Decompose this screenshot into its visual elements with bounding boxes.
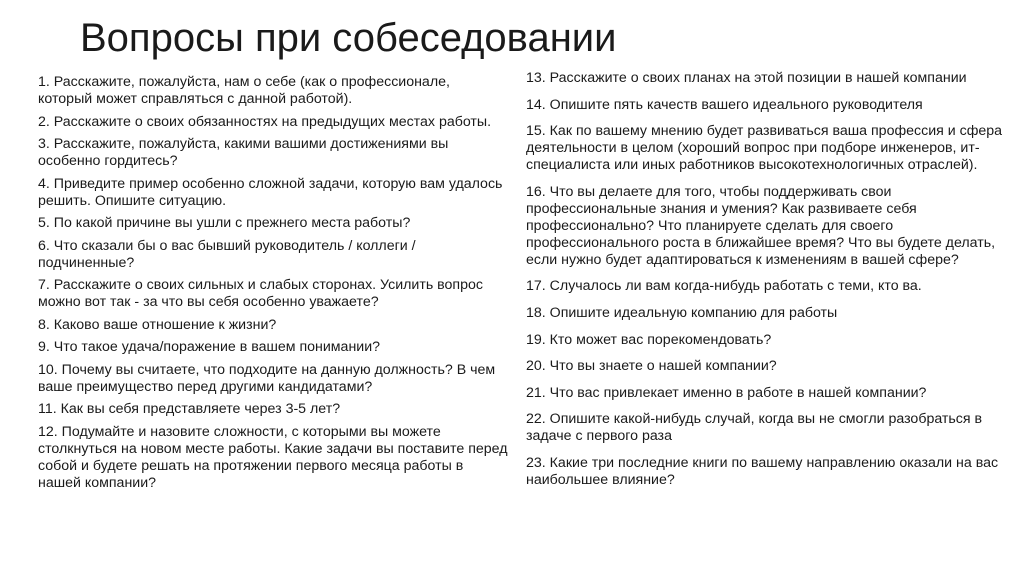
question-item: 12. Подумайте и назовите сложности, с которыми вы можете столкнуться на новом месте работы. Какие задачи вы поставите перед собой и будете решать на протяжении первого месяца работы в нашей компании? <box>38 423 508 491</box>
question-item: 21. Что вас привлекает именно в работе в нашей компании? <box>526 384 927 401</box>
questions-left-column <box>38 74 508 497</box>
question-item: 20. Что вы знаете о нашей компании? <box>526 358 777 375</box>
question-item: 2. Расскажите о своих обязанностях на предыдущих местах работы. <box>38 113 492 130</box>
question-item: 1. Расскажите, пожалуйста, нам о себе (как о профессионале, который может справляться с данной работой). <box>38 74 450 107</box>
slide-title: Вопросы при собеседовании <box>80 16 617 60</box>
question-item: 18. Опишите идеальную компанию для работы <box>526 304 838 321</box>
question-item: 7. Расскажите о своих сильных и слабых сторонах. Усилить вопрос можно вот так - за что вы себя особенно уважаете? <box>38 277 483 310</box>
question-item: 3. Расскажите, пожалуйста, какими вашими достижениями вы особенно гордитесь? <box>38 136 449 169</box>
question-item: 16. Что вы делаете для того, чтобы поддерживать свои профессиональные знания и умения? Как развиваете себя профессионально? Что планируете сделать для своего профессионального роста в ближайшее время? Что вы будете делать, если нужно будет адаптироваться к изменениям в вашей сфере? <box>526 183 996 268</box>
question-item: 14. Опишите пять качеств вашего идеального руководителя <box>526 96 923 113</box>
question-item: 17. Случалось ли вам когда-нибудь работать с теми, кто ва. <box>526 278 922 295</box>
question-item: 8. Каково ваше отношение к жизни? <box>38 316 277 333</box>
question-item: 5. По какой причине вы ушли с прежнего места работы? <box>38 215 411 231</box>
question-item: 4. Приведите пример особенно сложной задачи, которую вам удалось решить. Опишите ситуацию. <box>38 175 503 209</box>
question-item: 9. Что такое удача/поражение в вашем понимании? <box>38 339 381 355</box>
question-item: 19. Кто может вас порекомендовать? <box>526 331 772 348</box>
question-item: 10. Почему вы считаете, что подходите на данную должность? В чем ваше преимущество перед другими кандидатами? <box>38 361 496 395</box>
questions-right-column <box>526 70 1010 499</box>
question-item: 15. Как по вашему мнению будет развиваться ваша профессия и сфера деятельности в целом (хороший вопрос при подборе инженеров, ит-специалиста или иных работников высокотехнологичных отраслей). <box>526 123 1003 174</box>
question-item: 11. Как вы себя представляете через 3-5 лет? <box>38 401 341 417</box>
question-item: 6. Что сказали бы о вас бывший руководитель / коллеги / подчиненные? <box>38 237 416 271</box>
question-item: 13. Расскажите о своих планах на этой позиции в нашей компании <box>526 70 967 86</box>
question-item: 22. Опишите какой-нибудь случай, когда вы не смогли разобраться в задаче с первого раза <box>526 411 983 445</box>
question-item: 23. Какие три последние книги по вашему направлению оказали на вас наибольшее влияние? <box>526 454 999 488</box>
